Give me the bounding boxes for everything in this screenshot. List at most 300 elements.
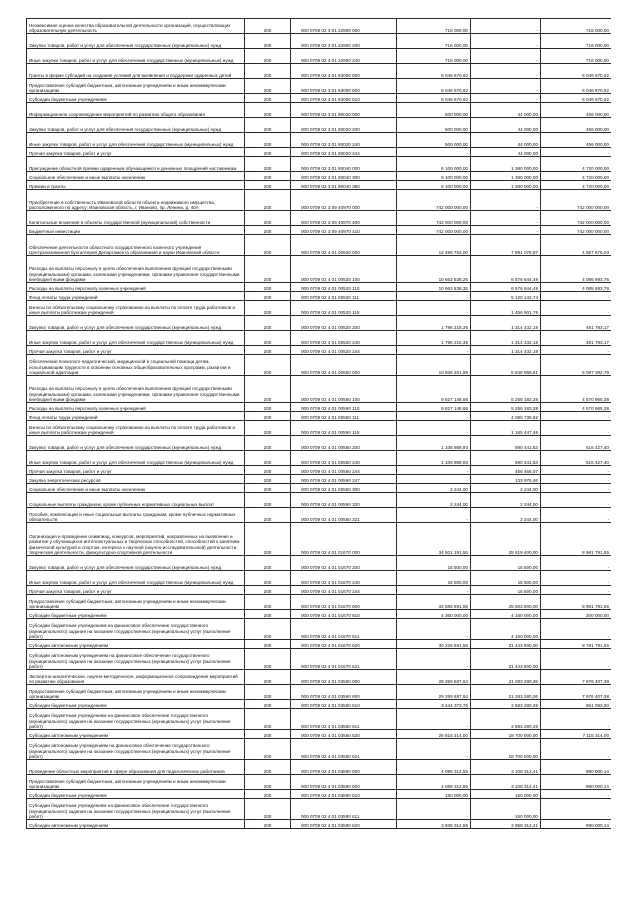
- executed-amount-cell: 21 443 900,00: [471, 649, 541, 670]
- line-code-cell: 200: [245, 586, 291, 595]
- table-row: [27, 301, 612, 316]
- executed-amount-cell: 2 583 280,26: [471, 700, 541, 709]
- line-code-cell: 200: [245, 292, 291, 301]
- budget-classification-code-cell: 000 0709 02 3 01 22900 200: [291, 34, 397, 49]
- executed-amount-cell: 4 160 000,00: [471, 610, 541, 619]
- approved-assignments-cell: 29 259 687,64: [397, 685, 471, 700]
- expense-name-cell: Иные закупки товаров, работ и услуг для обеспечения государственных (муниципальных) нужд: [27, 571, 245, 586]
- budget-classification-code-cell: 000 0709 02 4 01 03560 000: [291, 670, 397, 685]
- expense-name-cell: Обеспечение деятельности областного государственного казенного учреждения Централизованная бухгалтерия Департамента образования и науки Ивановской области: [27, 235, 245, 256]
- expense-name-cell: Закупка товаров, работ и услуг для обеспечения государственных (муниципальных) нужд: [27, 556, 245, 571]
- budget-classification-code-cell: 000 0709 02 4 01 00520 100: [291, 256, 397, 283]
- unexecuted-amount-cell: -: [541, 709, 612, 730]
- expense-name-cell: Прочая закупка товаров, работ и услуг: [27, 148, 245, 157]
- table-row: [27, 493, 612, 508]
- unexecuted-amount-cell: -: [541, 412, 612, 421]
- budget-execution-table: [26, 18, 611, 829]
- approved-assignments-cell: 716 000,00: [397, 49, 471, 64]
- budget-classification-code-cell: 000 0709 02 3 01 90020 000: [291, 103, 397, 118]
- line-code-cell: 200: [245, 34, 291, 49]
- expense-name-cell: Присуждение областной премии одаренным обучающимся и денежных поощрений наставникам: [27, 157, 245, 172]
- expense-name-cell: Экспертно-аналитическое, научно-методическое, информационное сопровождение мероприятий по развитию образования: [27, 670, 245, 685]
- expense-name-cell: Информационное сопровождение мероприятий по развитию общего образования: [27, 103, 245, 118]
- budget-classification-code-cell: 000 0709 02 4 01 00550 119: [291, 421, 397, 436]
- table-row: [27, 376, 612, 403]
- line-code-cell: 200: [245, 523, 291, 556]
- table-row: [27, 523, 612, 556]
- executed-amount-cell: 1 380 000,00: [471, 172, 541, 181]
- approved-assignments-cell: -: [397, 739, 471, 760]
- table-row: [27, 640, 612, 649]
- budget-classification-code-cell: 000 0709 02 4 01 03590 611: [291, 799, 397, 820]
- unexecuted-amount-cell: 980 000,14: [541, 760, 612, 775]
- unexecuted-amount-cell: -: [541, 508, 612, 523]
- approved-assignments-cell: -: [397, 508, 471, 523]
- unexecuted-amount-cell: -: [541, 475, 612, 484]
- expense-name-cell: Субсидии автономным учреждениям на финансовое обеспечение государственного (муниципального) задания на оказание государственных (муниципальных) услуг (выполнение работ): [27, 649, 245, 670]
- expense-name-cell: Расходы на выплаты персоналу казенных учреждений: [27, 403, 245, 412]
- approved-assignments-cell: 716 000,00: [397, 19, 471, 34]
- unexecuted-amount-cell: -: [541, 556, 612, 571]
- line-code-cell: 200: [245, 670, 291, 685]
- unexecuted-amount-cell: 4 567 676,03: [541, 235, 612, 256]
- executed-amount-cell: 21 283 280,26: [471, 670, 541, 685]
- expense-name-cell: Иные закупки товаров, работ и услуг для обеспечения государственных (муниципальных) нужд: [27, 451, 245, 466]
- unexecuted-amount-cell: 7 115 314,00: [541, 730, 612, 739]
- line-code-cell: 200: [245, 19, 291, 34]
- executed-amount-cell: -: [471, 49, 541, 64]
- report-page: [26, 18, 611, 882]
- line-code-cell: 200: [245, 256, 291, 283]
- table-row: [27, 19, 612, 34]
- executed-amount-cell: -: [471, 226, 541, 235]
- table-row: [27, 475, 612, 484]
- table-row: [27, 148, 612, 157]
- line-code-cell: 200: [245, 571, 291, 586]
- executed-amount-cell: 1 314 432,18: [471, 331, 541, 346]
- unexecuted-amount-cell: -: [541, 790, 612, 799]
- budget-classification-code-cell: 000 0709 02 4 01 01670 240: [291, 571, 397, 586]
- expense-name-cell: Субсидии автономным учреждениям: [27, 640, 245, 649]
- executed-amount-cell: 5 848 868,81: [471, 355, 541, 376]
- approved-assignments-cell: 500 000,00: [397, 103, 471, 118]
- expense-name-cell: Социальные выплаты гражданам, кроме публичных нормативных социальных выплат: [27, 493, 245, 508]
- expense-name-cell: Расходы на выплаты персоналу в целях обеспечения выполнения функций государственными (муниципальными) органами, казенными учреждениями, органами управления государственными внебюджетными фондами: [27, 376, 245, 403]
- budget-classification-code-cell: 000 0709 02 4 01 00520 110: [291, 283, 397, 292]
- approved-assignments-cell: 4 360 000,00: [397, 610, 471, 619]
- line-code-cell: 200: [245, 760, 291, 775]
- executed-amount-cell: 150 000,00: [471, 799, 541, 820]
- approved-assignments-cell: 2 244,00: [397, 493, 471, 508]
- table-row: [27, 799, 612, 820]
- line-code-cell: 200: [245, 685, 291, 700]
- expense-name-cell: Закупка энергетических ресурсов: [27, 475, 245, 484]
- expense-name-cell: Субсидии автономным учреждениям: [27, 730, 245, 739]
- approved-assignments-cell: 500 000,00: [397, 133, 471, 148]
- executed-amount-cell: 590 441,53: [471, 451, 541, 466]
- expense-name-cell: Закупка товаров, работ и услуг для обеспечения государственных (муниципальных) нужд: [27, 34, 245, 49]
- approved-assignments-cell: 716 000,00: [397, 34, 471, 49]
- unexecuted-amount-cell: 716 000,00: [541, 34, 612, 49]
- line-code-cell: 200: [245, 610, 291, 619]
- executed-amount-cell: 21 283 280,26: [471, 685, 541, 700]
- approved-assignments-cell: 6 046 670,62: [397, 79, 471, 94]
- unexecuted-amount-cell: 7 976 407,38: [541, 685, 612, 700]
- line-code-cell: 200: [245, 556, 291, 571]
- budget-classification-code-cell: 000 0709 02 4 01 03560 621: [291, 739, 397, 760]
- approved-assignments-cell: -: [397, 709, 471, 730]
- unexecuted-amount-cell: -: [541, 571, 612, 586]
- executed-amount-cell: 4 090 736,82: [471, 412, 541, 421]
- executed-amount-cell: 2 244,00: [471, 484, 541, 493]
- unexecuted-amount-cell: 742 000 000,00: [541, 226, 612, 235]
- line-code-cell: 200: [245, 64, 291, 79]
- table-row: [27, 283, 612, 292]
- budget-classification-code-cell: 000 0709 02 3 09 40970 000: [291, 190, 397, 211]
- unexecuted-amount-cell: 742 000 000,00: [541, 211, 612, 226]
- approved-assignments-cell: -: [397, 799, 471, 820]
- unexecuted-amount-cell: -: [541, 799, 612, 820]
- budget-classification-code-cell: 000 0709 02 3 01 90040 300: [291, 172, 397, 181]
- budget-classification-code-cell: 000 0709 02 4 01 00550 320: [291, 493, 397, 508]
- table-row: [27, 181, 612, 190]
- approved-assignments-cell: 10 936 261,59: [397, 355, 471, 376]
- unexecuted-amount-cell: 6 046 670,62: [541, 79, 612, 94]
- unexecuted-amount-cell: 456 000,00: [541, 133, 612, 148]
- budget-classification-code-cell: 000 0709 02 3 01 22900 000: [291, 19, 397, 34]
- expense-name-cell: Расходы на выплаты персоналу в целях обеспечения выполнения функций государственными (муниципальными) органами, казенными учреждениями, органами управления государственными внебюджетными фондами: [27, 256, 245, 283]
- table-row: [27, 103, 612, 118]
- executed-amount-cell: 1 314 432,18: [471, 346, 541, 355]
- table-row: [27, 94, 612, 103]
- table-row: [27, 670, 612, 685]
- approved-assignments-cell: 9 827 148,66: [397, 403, 471, 412]
- line-code-cell: 200: [245, 331, 291, 346]
- expense-name-cell: Субсидии автономным учреждениям на финансовое обеспечение государственного (муниципального) задания на оказание государственных (муниципальных) услуг (выполнение работ): [27, 739, 245, 760]
- line-code-cell: 200: [245, 493, 291, 508]
- executed-amount-cell: -: [471, 79, 541, 94]
- expense-name-cell: Бюджетные инвестиции: [27, 226, 245, 235]
- executed-amount-cell: 3 108 312,41: [471, 775, 541, 790]
- approved-assignments-cell: 34 601 191,55: [397, 523, 471, 556]
- executed-amount-cell: -: [471, 94, 541, 103]
- approved-assignments-cell: -: [397, 292, 471, 301]
- budget-classification-code-cell: 000 0709 02 4 01 00550 000: [291, 355, 397, 376]
- budget-classification-code-cell: 000 0709 02 4 01 03590 000: [291, 760, 397, 775]
- table-row: [27, 571, 612, 586]
- table-row: [27, 64, 612, 79]
- expense-name-cell: Фонд оплаты труда учреждений: [27, 412, 245, 421]
- unexecuted-amount-cell: 481 783,17: [541, 316, 612, 331]
- unexecuted-amount-cell: 4 720 000,00: [541, 157, 612, 172]
- budget-classification-code-cell: 000 0709 02 4 01 00550 111: [291, 412, 397, 421]
- table-row: [27, 508, 612, 523]
- approved-assignments-cell: -: [397, 649, 471, 670]
- budget-classification-code-cell: 000 0709 02 3 01 22900 240: [291, 49, 397, 64]
- unexecuted-amount-cell: -: [541, 484, 612, 493]
- line-code-cell: 200: [245, 730, 291, 739]
- table-row: [27, 118, 612, 133]
- line-code-cell: 200: [245, 181, 291, 190]
- unexecuted-amount-cell: 4 085 893,76: [541, 283, 612, 292]
- unexecuted-amount-cell: 456 000,00: [541, 103, 612, 118]
- line-code-cell: 200: [245, 49, 291, 64]
- approved-assignments-cell: 500 000,00: [397, 118, 471, 133]
- table-row: [27, 346, 612, 355]
- table-row: [27, 316, 612, 331]
- unexecuted-amount-cell: -: [541, 292, 612, 301]
- table-row: [27, 709, 612, 730]
- budget-classification-code-cell: 000 0709 02 4 01 00550 247: [291, 475, 397, 484]
- budget-classification-code-cell: 000 0709 02 4 01 01670 200: [291, 556, 397, 571]
- executed-amount-cell: 1 165 447,46: [471, 421, 541, 436]
- table-row: [27, 172, 612, 181]
- unexecuted-amount-cell: -: [541, 421, 612, 436]
- unexecuted-amount-cell: -: [541, 739, 612, 760]
- table-row: [27, 820, 612, 829]
- budget-classification-code-cell: 000 0709 02 3 01 90020 240: [291, 133, 397, 148]
- budget-classification-code-cell: 000 0709 02 4 01 03560 600: [291, 685, 397, 700]
- budget-classification-code-cell: 000 0709 02 4 01 00550 240: [291, 451, 397, 466]
- expense-name-cell: Субсидии бюджетным учреждениям: [27, 700, 245, 709]
- expense-name-cell: Расходы на выплаты персоналу казенных учреждений: [27, 283, 245, 292]
- expense-name-cell: Премии и гранты: [27, 181, 245, 190]
- budget-classification-code-cell: 000 0709 02 4 01 01670 244: [291, 586, 397, 595]
- budget-classification-code-cell: 000 0709 02 4 01 03560 611: [291, 709, 397, 730]
- executed-amount-cell: 2 244,00: [471, 508, 541, 523]
- line-code-cell: 200: [245, 211, 291, 226]
- approved-assignments-cell: 6 100 000,00: [397, 181, 471, 190]
- expense-name-cell: Предоставление субсидий бюджетным, автономным учреждениям и иным некоммерческим организациям: [27, 79, 245, 94]
- line-code-cell: 200: [245, 484, 291, 493]
- unexecuted-amount-cell: 4 570 965,38: [541, 403, 612, 412]
- line-code-cell: 200: [245, 226, 291, 235]
- approved-assignments-cell: 1 796 215,35: [397, 316, 471, 331]
- table-row: [27, 331, 612, 346]
- table-row: [27, 451, 612, 466]
- approved-assignments-cell: 4 088 312,55: [397, 760, 471, 775]
- unexecuted-amount-cell: -: [541, 619, 612, 640]
- unexecuted-amount-cell: 5 087 392,78: [541, 355, 612, 376]
- line-code-cell: 200: [245, 301, 291, 316]
- expense-name-cell: Пособия, компенсации и иные социальные выплаты гражданам, кроме публичных нормативных обязательств: [27, 508, 245, 523]
- approved-assignments-cell: 1 796 215,35: [397, 331, 471, 346]
- table-row: [27, 685, 612, 700]
- executed-amount-cell: 2 583 280,26: [471, 709, 541, 730]
- unexecuted-amount-cell: 980 000,14: [541, 775, 612, 790]
- approved-assignments-cell: 25 815 314,00: [397, 730, 471, 739]
- unexecuted-amount-cell: 6 046 670,62: [541, 64, 612, 79]
- unexecuted-amount-cell: -: [541, 346, 612, 355]
- unexecuted-amount-cell: 8 981 791,55: [541, 523, 612, 556]
- executed-amount-cell: 25 603 900,00: [471, 595, 541, 610]
- budget-classification-code-cell: 000 0709 02 4 01 01670 600: [291, 595, 397, 610]
- expense-name-cell: Прочая закупка товаров, работ и услуг: [27, 466, 245, 475]
- executed-amount-cell: 6 576 644,49: [471, 283, 541, 292]
- unexecuted-amount-cell: 4 570 965,38: [541, 376, 612, 403]
- expense-name-cell: Закупка товаров, работ и услуг для обеспечения государственных (муниципальных) нужд: [27, 436, 245, 451]
- approved-assignments-cell: -: [397, 148, 471, 157]
- table-row: [27, 595, 612, 610]
- expense-name-cell: Субсидии автономным учреждениям: [27, 820, 245, 829]
- approved-assignments-cell: 10 662 538,25: [397, 283, 471, 292]
- budget-classification-code-cell: 000 0709 02 4 01 01670 621: [291, 649, 397, 670]
- unexecuted-amount-cell: -: [541, 493, 612, 508]
- unexecuted-amount-cell: 200 000,00: [541, 610, 612, 619]
- budget-classification-code-cell: 000 0709 02 4 01 03590 610: [291, 790, 397, 799]
- line-code-cell: 200: [245, 475, 291, 484]
- budget-classification-code-cell: 000 0709 02 4 01 00550 300: [291, 484, 397, 493]
- approved-assignments-cell: 150 000,00: [397, 790, 471, 799]
- table-row: [27, 49, 612, 64]
- expense-name-cell: Фонд оплаты труда учреждений: [27, 292, 245, 301]
- expense-name-cell: Социальное обеспечение и иные выплаты населению: [27, 484, 245, 493]
- unexecuted-amount-cell: 8 981 791,55: [541, 595, 612, 610]
- table-row: [27, 211, 612, 226]
- executed-amount-cell: 5 120 142,74: [471, 292, 541, 301]
- executed-amount-cell: -: [471, 19, 541, 34]
- expense-name-cell: Предоставление субсидий бюджетным, автономным учреждениям и иным некоммерческим организациям: [27, 595, 245, 610]
- approved-assignments-cell: 3 444 373,76: [397, 700, 471, 709]
- expense-name-cell: Проведение областных мероприятий в сфере образования для педагогических работников: [27, 760, 245, 775]
- line-code-cell: 200: [245, 346, 291, 355]
- approved-assignments-cell: 1 106 868,93: [397, 436, 471, 451]
- executed-amount-cell: 44 000,00: [471, 148, 541, 157]
- executed-amount-cell: 133 975,46: [471, 475, 541, 484]
- table-row: [27, 586, 612, 595]
- executed-amount-cell: 1 380 000,00: [471, 157, 541, 172]
- budget-classification-code-cell: 000 0709 02 4 01 03560 620: [291, 730, 397, 739]
- expense-name-cell: Организация и проведение олимпиад, конкурсов, мероприятий, направленных на выявление и развитие у обучающихся интеллектуальных и творческих способностей, способностей к занятиям физической культурой и спортом, интереса к научной (научно-исследовательской) деятельности, творческой деятельности, физкультурно-спортивной деятельности: [27, 523, 245, 556]
- budget-classification-code-cell: 000 0709 02 4 01 00520 000: [291, 235, 397, 256]
- unexecuted-amount-cell: 516 427,40: [541, 436, 612, 451]
- approved-assignments-cell: 12 456 753,00: [397, 235, 471, 256]
- budget-classification-code-cell: 000 0709 02 4 01 00520 244: [291, 346, 397, 355]
- expense-name-cell: Иные закупки товаров, работ и услуг для обеспечения государственных (муниципальных) нужд: [27, 49, 245, 64]
- executed-amount-cell: 15 500,00: [471, 571, 541, 586]
- table-row: [27, 355, 612, 376]
- budget-table-body: [27, 19, 612, 829]
- executed-amount-cell: 1 456 501,75: [471, 301, 541, 316]
- expense-name-cell: Приобретение в собственность Ивановской области объекта недвижимого имущества, расположенного по адресу: Ивановская область, г. Иваново, пр. Ленина, д. 40А: [27, 190, 245, 211]
- table-row: [27, 730, 612, 739]
- executed-amount-cell: 18 700 000,00: [471, 739, 541, 760]
- expense-name-cell: Капитальные вложения в объекты государственной (муниципальной) собственности: [27, 211, 245, 226]
- unexecuted-amount-cell: 861 093,50: [541, 700, 612, 709]
- unexecuted-amount-cell: 456 000,00: [541, 118, 612, 133]
- approved-assignments-cell: 742 000 000,00: [397, 190, 471, 211]
- budget-classification-code-cell: 000 0709 02 4 01 01670 610: [291, 610, 397, 619]
- executed-amount-cell: 7 891 076,97: [471, 235, 541, 256]
- table-row: [27, 292, 612, 301]
- line-code-cell: 200: [245, 595, 291, 610]
- line-code-cell: 200: [245, 157, 291, 172]
- executed-amount-cell: -: [471, 211, 541, 226]
- expense-name-cell: Предоставление субсидий бюджетным, автономным учреждениям и иным некоммерческим организациям: [27, 775, 245, 790]
- budget-classification-code-cell: 000 0709 02 3 01 90020 244: [291, 148, 397, 157]
- unexecuted-amount-cell: 516 427,40: [541, 451, 612, 466]
- table-row: [27, 235, 612, 256]
- line-code-cell: 200: [245, 190, 291, 211]
- expense-name-cell: Взносы по обязательному социальному страхованию на выплаты по оплате труда работников и иные выплаты работникам учреждений: [27, 301, 245, 316]
- table-row: [27, 790, 612, 799]
- line-code-cell: 200: [245, 820, 291, 829]
- budget-classification-code-cell: 000 0709 02 4 01 00520 119: [291, 301, 397, 316]
- unexecuted-amount-cell: 716 000,00: [541, 49, 612, 64]
- approved-assignments-cell: 2 244,00: [397, 484, 471, 493]
- line-code-cell: 200: [245, 466, 291, 475]
- executed-amount-cell: 15 500,00: [471, 556, 541, 571]
- expense-name-cell: Иные закупки товаров, работ и услуг для обеспечения государственных (муниципальных) нужд: [27, 331, 245, 346]
- budget-classification-code-cell: 000 0709 02 3 01 90040 350: [291, 181, 397, 190]
- approved-assignments-cell: 3 938 312,55: [397, 820, 471, 829]
- expense-name-cell: Предоставление субсидий бюджетным, автономным учреждениям и иным некоммерческим организациям: [27, 685, 245, 700]
- budget-classification-code-cell: 000 0709 02 3 01 90020 200: [291, 118, 397, 133]
- line-code-cell: 200: [245, 283, 291, 292]
- table-row: [27, 34, 612, 49]
- budget-classification-code-cell: 000 0709 02 4 01 01670 620: [291, 640, 397, 649]
- table-row: [27, 649, 612, 670]
- approved-assignments-cell: 1 106 868,93: [397, 451, 471, 466]
- approved-assignments-cell: -: [397, 412, 471, 421]
- line-code-cell: 200: [245, 403, 291, 412]
- table-row: [27, 436, 612, 451]
- approved-assignments-cell: 6 046 670,62: [397, 64, 471, 79]
- executed-amount-cell: 15 500,00: [471, 586, 541, 595]
- executed-amount-cell: 1 314 432,18: [471, 316, 541, 331]
- approved-assignments-cell: -: [397, 586, 471, 595]
- executed-amount-cell: 21 443 900,00: [471, 640, 541, 649]
- expense-name-cell: Взносы по обязательному социальному страхованию на выплаты по оплате труда работников и иные выплаты работникам учреждений: [27, 421, 245, 436]
- expense-name-cell: Прочая закупка товаров, работ и услуг: [27, 346, 245, 355]
- line-code-cell: 200: [245, 316, 291, 331]
- unexecuted-amount-cell: 8 781 791,55: [541, 640, 612, 649]
- unexecuted-amount-cell: -: [541, 586, 612, 595]
- budget-classification-code-cell: 000 0709 02 4 01 00550 321: [291, 508, 397, 523]
- expense-name-cell: Субсидии бюджетным учреждениям: [27, 94, 245, 103]
- line-code-cell: 200: [245, 700, 291, 709]
- expense-name-cell: Социальное обеспечение и иные выплаты населению: [27, 172, 245, 181]
- budget-classification-code-cell: 000 0709 02 4 01 00550 200: [291, 436, 397, 451]
- budget-classification-code-cell: 000 0709 02 4 01 00550 110: [291, 403, 397, 412]
- approved-assignments-cell: 15 500,00: [397, 556, 471, 571]
- budget-classification-code-cell: 000 0709 02 3 01 63000 000: [291, 64, 397, 79]
- expense-name-cell: Субсидии бюджетным учреждениям: [27, 790, 245, 799]
- line-code-cell: 200: [245, 118, 291, 133]
- budget-classification-code-cell: 000 0709 02 3 09 40970 400: [291, 211, 397, 226]
- approved-assignments-cell: -: [397, 346, 471, 355]
- line-code-cell: 200: [245, 235, 291, 256]
- line-code-cell: 200: [245, 619, 291, 640]
- expense-name-cell: Гранты в форме субсидий на создание условий для выявления и поддержки одаренных детей: [27, 64, 245, 79]
- approved-assignments-cell: 30 225 691,55: [397, 640, 471, 649]
- executed-amount-cell: 25 619 400,00: [471, 523, 541, 556]
- table-row: [27, 79, 612, 94]
- budget-classification-code-cell: 000 0709 02 4 01 01670 611: [291, 619, 397, 640]
- table-row: [27, 739, 612, 760]
- approved-assignments-cell: 29 259 687,64: [397, 670, 471, 685]
- line-code-cell: 200: [245, 172, 291, 181]
- expense-name-cell: Обеспечение психолого-педагогической, медицинской и социальной помощи детям, испытывающим трудности в освоении основных общеобразовательных программ, развитии и социальной адаптации: [27, 355, 245, 376]
- line-code-cell: 200: [245, 790, 291, 799]
- table-row: [27, 157, 612, 172]
- executed-amount-cell: 6 576 644,49: [471, 256, 541, 283]
- approved-assignments-cell: 4 088 312,55: [397, 775, 471, 790]
- unexecuted-amount-cell: -: [541, 301, 612, 316]
- expense-name-cell: Субсидии бюджетным учреждениям: [27, 610, 245, 619]
- table-row: [27, 421, 612, 436]
- budget-classification-code-cell: 000 0709 02 4 01 00550 100: [291, 376, 397, 403]
